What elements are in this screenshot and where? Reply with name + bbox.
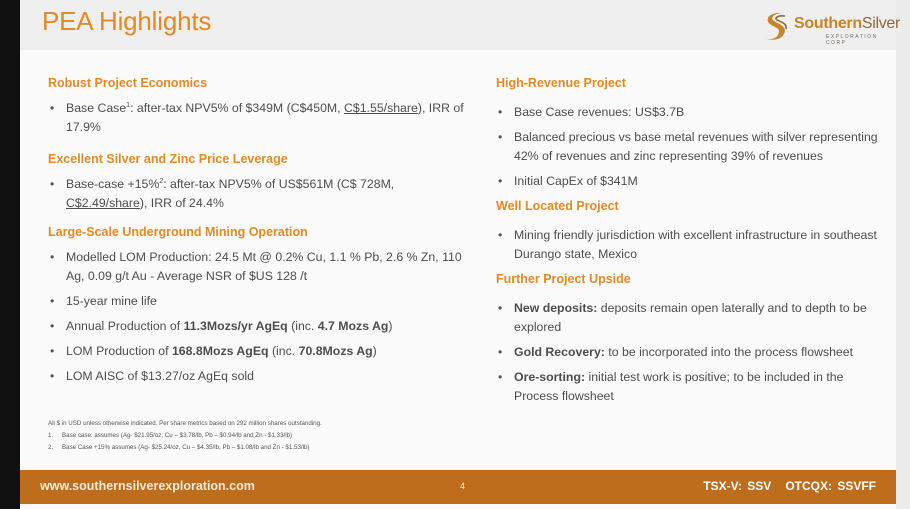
footnote-2 <box>48 442 608 454</box>
list-item: • Base Case revenues: US$3.7B <box>496 103 886 122</box>
bullet-text: deposits remain open laterally and to depth to be explored <box>514 301 867 334</box>
website-url: www.southernsilverexploration.com <box>40 479 255 493</box>
presentation-slide <box>20 0 901 509</box>
footnote-ref: 2 <box>159 177 164 185</box>
list-item: • 15-year mine life <box>48 292 468 311</box>
bullet-text: ), IRR of 24.4% <box>139 196 224 210</box>
footnote-general: All $ in USD unless otherwise indicated. Per share metrics based on 292 million shares outstanding. <box>48 420 322 427</box>
screen-bezel-left <box>0 0 20 509</box>
logo-name-bold: Southern <box>794 15 862 32</box>
stock-tickers <box>689 479 876 493</box>
heading-price-leverage: Excellent Silver and Zinc Price Leverage <box>48 152 288 166</box>
bullet-text: (inc. <box>287 319 318 333</box>
slide-title: PEA Highlights <box>42 6 212 36</box>
bullet-bold: New deposits: <box>514 301 598 315</box>
list-well-located <box>496 226 886 264</box>
footnote-text: Base Case +15% assumes (Ag- $25.24/oz, Cu – $4.35/lb, Pb – $1.08/lb and Zn - $1.53/lb) <box>62 444 310 451</box>
heading-mining-operation: Large-Scale Underground Mining Operation <box>48 225 308 239</box>
bullet-text: to be incorporated into the process flowsheet <box>604 345 854 359</box>
footnotes <box>48 418 608 454</box>
list-item: • Initial CapEx of $341M <box>496 172 886 191</box>
share-value-link: C$1.55/share <box>344 101 418 115</box>
logo-name-thin: Silver <box>861 15 901 32</box>
ticker-otcqx: OTCQX: SSVFF <box>785 479 876 493</box>
footnote-text: Base case: assumes (Ag- $21.95/oz, Cu – $3.78/lb, Pb – $0.94/lb and Zn - $1.33/lb) <box>62 432 293 439</box>
logo-subtitle: EXPLORATION CORP <box>826 34 878 46</box>
bullet-text: ) <box>388 319 393 333</box>
bullet-bold: 11.3Mozs/yr AgEq <box>183 319 288 333</box>
page-number: 4 <box>460 481 466 491</box>
screen-bezel-right <box>896 0 910 509</box>
bullet-text: Annual Production of <box>66 319 184 333</box>
bullet-text: (inc. <box>268 344 299 358</box>
bullet-bold: Ore-sorting: <box>514 370 586 384</box>
bullet-bold: Gold Recovery: <box>514 345 605 359</box>
footnote-number: 2. <box>48 444 54 451</box>
list-price-leverage <box>48 175 468 213</box>
list-item: • Mining friendly jurisdiction with excellent infrastructure in southeast Durango state, Mexico <box>496 226 886 264</box>
bullet-text: Base-case +15% <box>66 177 160 191</box>
swoosh-logo-icon <box>760 10 790 42</box>
list-item <box>496 368 886 406</box>
list-item <box>496 343 886 362</box>
bullet-bold: 4.7 Mozs Ag <box>317 319 389 333</box>
list-project-economics <box>48 99 468 137</box>
ticker-tsxv: TSX-V: SSV <box>703 479 772 493</box>
heading-project-economics: Robust Project Economics <box>48 76 208 90</box>
list-high-revenue <box>496 103 886 191</box>
bullet-text: LOM Production of <box>66 344 172 358</box>
logo-wordmark <box>794 15 900 33</box>
list-item <box>48 99 468 137</box>
bullet-bold: 168.8Mozs AgEq <box>171 344 269 358</box>
list-item: • Balanced precious vs base metal revenues with silver representing 42% of revenues and zinc representing 39% of revenues <box>496 128 886 166</box>
footnote-1 <box>48 430 608 442</box>
left-column <box>48 74 468 386</box>
heading-high-revenue: High-Revenue Project <box>496 76 626 90</box>
list-item <box>48 175 468 213</box>
bullet-text: ) <box>372 344 377 358</box>
list-item <box>48 342 468 361</box>
bottom-strip <box>20 504 896 509</box>
share-value-link: C$2.49/share <box>66 196 140 210</box>
list-item: • Modelled LOM Production: 24.5 Mt @ 0.2% Cu, 1.1 % Pb, 2.6 % Zn, 110 Ag, 0.09 g/t Au - Average NSR of $US 128 /t <box>48 248 468 286</box>
footer-bar <box>20 470 896 504</box>
bullet-text: : after-tax NPV5% of $349M (C$450M, <box>130 101 344 115</box>
list-item <box>48 317 468 336</box>
list-item <box>496 299 886 337</box>
list-mining-operation <box>48 248 468 386</box>
company-logo <box>760 8 901 46</box>
heading-well-located: Well Located Project <box>496 199 619 213</box>
footnote-number: 1. <box>48 432 54 439</box>
right-column <box>496 74 886 406</box>
title-bar <box>20 0 901 50</box>
list-project-upside <box>496 299 886 406</box>
bullet-bold: 70.8Mozs Ag <box>298 344 373 358</box>
bullet-text: initial test work is positive; to be included in the Process flowsheet <box>514 370 844 403</box>
heading-project-upside: Further Project Upside <box>496 272 631 286</box>
list-item: • LOM AISC of $13.27/oz AgEq sold <box>48 367 468 386</box>
bullet-text: : after-tax NPV5% of US$561M (C$ 728M, <box>163 177 395 191</box>
bullet-text: ), IRR of 17.9% <box>66 101 464 134</box>
footnote-ref: 1 <box>126 101 131 109</box>
bullet-text: Base Case <box>66 101 127 115</box>
